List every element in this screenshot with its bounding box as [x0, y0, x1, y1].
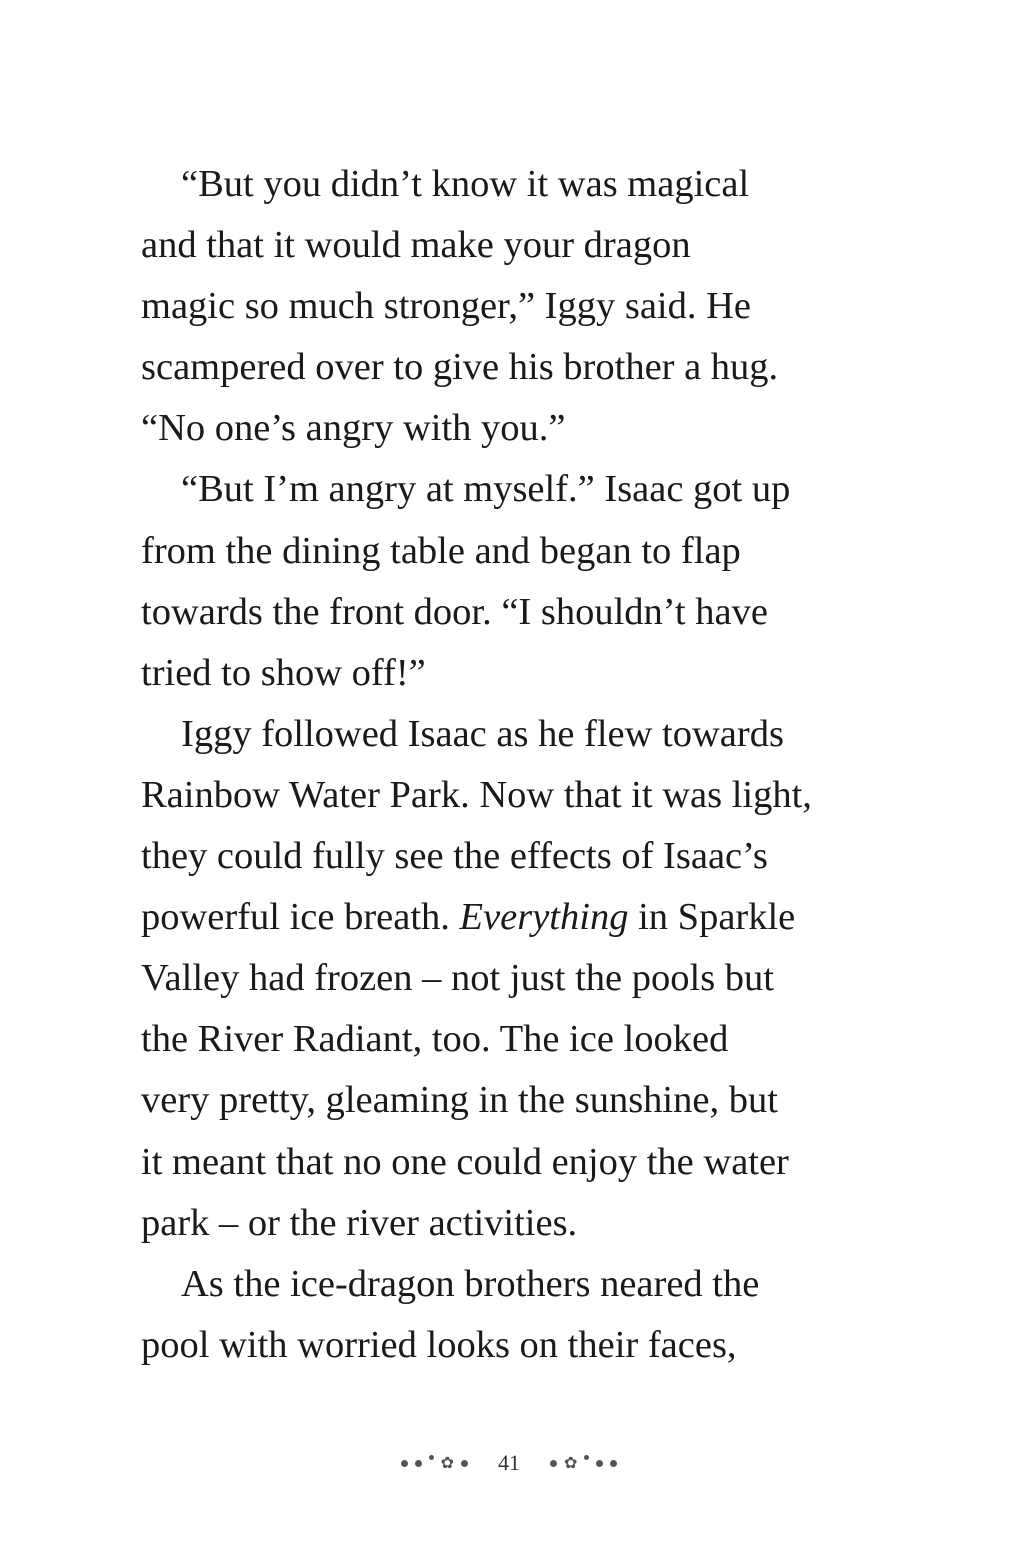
- text-line: Iggy followed Isaac as he flew towards: [181, 712, 784, 755]
- emphasis-text: Everything: [459, 896, 629, 939]
- text-line: Valley had frozen – not just the pools but: [141, 957, 774, 1000]
- flower-ornament-icon: ✿: [564, 1453, 578, 1472]
- text-line: “No one’s angry with you.”: [141, 407, 566, 450]
- page-number: 41: [498, 1450, 520, 1475]
- text-segment: in Sparkle: [628, 896, 796, 939]
- dot-icon: [584, 1455, 589, 1460]
- text-line: scampered over to give his brother a hug.: [141, 346, 779, 389]
- text-line: As the ice-dragon brothers neared the: [181, 1262, 760, 1305]
- text-line: [141, 887, 881, 948]
- text-line: magic so much stronger,” Iggy said. He: [141, 285, 752, 328]
- text-line: they could fully see the effects of Isaac’s: [141, 835, 768, 878]
- text-line: “But you didn’t know it was magical: [181, 163, 750, 205]
- text-line: park – or the river activities.: [141, 1201, 578, 1244]
- dot-icon: [429, 1455, 434, 1460]
- flower-ornament-icon: ✿: [440, 1453, 454, 1472]
- text-line: towards the front door. “I shouldn’t have: [141, 590, 768, 633]
- text-line: tried to show off!”: [141, 651, 426, 694]
- left-ornament: [401, 1455, 468, 1471]
- page-footer: [0, 1448, 1018, 1478]
- dot-icon: [401, 1460, 408, 1467]
- text-segment: powerful ice breath.: [141, 896, 460, 939]
- text-line: it meant that no one could enjoy the water: [141, 1140, 789, 1183]
- text-line: “But I’m angry at myself.” Isaac got up: [181, 468, 791, 511]
- body-text: [141, 154, 881, 1376]
- text-line: pool with worried looks on their faces,: [141, 1323, 737, 1366]
- text-line: the River Radiant, too. The ice looked: [141, 1018, 729, 1061]
- dot-icon: [596, 1460, 603, 1467]
- text-line: from the dining table and began to flap: [141, 529, 741, 572]
- dot-icon: [461, 1460, 468, 1467]
- text-line: Rainbow Water Park. Now that it was light,: [141, 773, 812, 816]
- dot-icon: [610, 1460, 617, 1467]
- dot-icon: [550, 1460, 557, 1467]
- text-line: and that it would make your dragon: [141, 224, 691, 267]
- right-ornament: [550, 1455, 617, 1471]
- text-line: very pretty, gleaming in the sunshine, but: [141, 1079, 778, 1122]
- dot-icon: [415, 1460, 422, 1467]
